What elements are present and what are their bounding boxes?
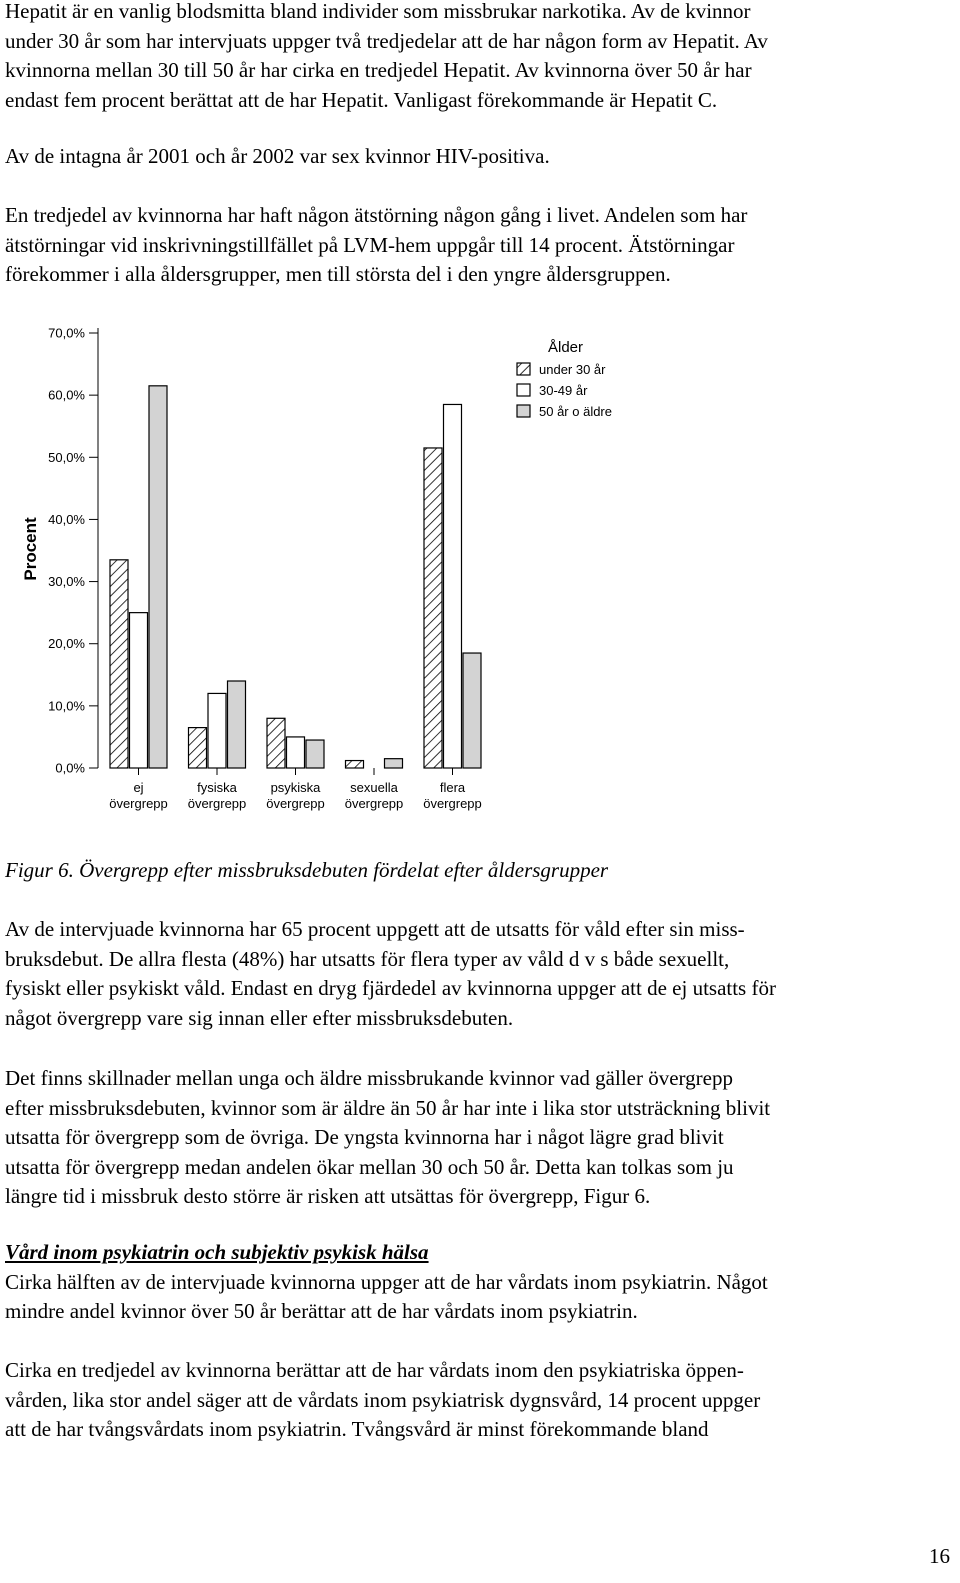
text-line: vården, lika stor andel säger att de vårdats inom psykiatrisk dygnsvård, 14 procent uppger — [5, 1387, 761, 1412]
text-line: längre tid i missbruk desto större är risken att utsättas för övergrepp, Figur 6. — [5, 1184, 651, 1208]
paragraph-skillnader — [5, 1064, 955, 1212]
text-line: under 30 år som har intervjuats uppger två tredjedelar att de har någon form av Hepatit. Av — [5, 28, 768, 53]
paragraph-vald — [5, 915, 955, 1033]
paragraph-oppenvard — [5, 1356, 955, 1445]
y-tick-label: 40,0% — [48, 511, 85, 527]
y-axis-label: Procent — [21, 517, 40, 581]
y-tick-label: 0,0% — [55, 760, 85, 776]
paragraph-hepatit — [5, 0, 955, 115]
text-line: efter missbruksdebuten, kvinnor som är äldre än 50 år har inte i lika stor utsträckning blivit — [5, 1095, 771, 1120]
y-tick-label: 70,0% — [48, 325, 85, 341]
bar-chart — [0, 320, 960, 830]
legend-label: 30-49 år — [539, 383, 588, 398]
x-tick-label: övergrepp — [423, 796, 482, 811]
x-tick-label: sexuella — [350, 780, 398, 795]
bar — [228, 681, 246, 768]
figure-caption: Figur 6. Övergrepp efter missbruksdebuten fördelat efter åldersgrupper — [5, 858, 609, 882]
section-psykiatri — [5, 1238, 955, 1327]
text-line: Av de intervjuade kvinnorna har 65 procent uppgett att de utsatts för våld efter sin miss- — [5, 917, 745, 941]
text-line: att de har tvångsvårdats inom psykiatrin. Tvångsvård är minst förekommande bland — [5, 1417, 709, 1441]
legend-swatch — [517, 384, 530, 396]
text-line: bruksdebut. De allra flesta (48%) har utsatts för flera typer av våld d v s både sexuellt, — [5, 946, 730, 971]
x-tick-label: övergrepp — [266, 796, 325, 811]
text-line: fysiskt eller psykiskt våld. Endast en dryg fjärdedel av kvinnorna uppger att de ej utsatts för — [5, 976, 776, 1000]
text-line: mindre andel kvinnor över 50 år berättar att de har vårdats inom psykiatrin. — [5, 1299, 638, 1323]
legend-label: under 30 år — [539, 362, 606, 377]
bar — [110, 560, 128, 768]
y-tick-label: 10,0% — [48, 698, 85, 714]
legend-label: 50 år o äldre — [539, 404, 612, 419]
x-tick-label: övergrepp — [344, 796, 404, 811]
paragraph-hiv — [5, 142, 955, 172]
bar — [287, 737, 305, 768]
bar — [306, 740, 324, 768]
text-line: utsatta för övergrepp medan andelen ökar mellan 30 och 50 år. Detta kan tolkas som ju — [5, 1154, 734, 1179]
text-line: ätstörningar vid inskrivningstillfället på LVM-hem uppgår till 14 procent. Ätstörningar — [5, 232, 735, 257]
x-tick-label: övergrepp — [109, 796, 168, 811]
y-tick-label: 20,0% — [48, 636, 85, 652]
text-line: kvinnorna mellan 30 till 50 år har cirka en tredjedel Hepatit. Av kvinnorna över 50 år har — [5, 58, 752, 82]
page-number: 16 — [929, 1544, 950, 1568]
y-tick-label: 30,0% — [48, 574, 85, 590]
legend-title: Ålder — [548, 339, 584, 356]
y-tick-label: 50,0% — [48, 449, 85, 465]
x-tick-label: ej — [133, 780, 144, 795]
bar — [130, 613, 148, 768]
y-tick-label: 60,0% — [48, 387, 85, 403]
text-line: förekommer i alla åldersgrupper, men till största del i den yngre åldersgruppen. — [5, 262, 671, 286]
bar — [444, 404, 462, 768]
text-line: utsatta för övergrepp som de övriga. De yngsta kvinnorna har i något lägre grad blivit — [5, 1125, 724, 1149]
text-line: Hepatit är en vanlig blodsmitta bland individer som missbrukar narkotika. Av de kvinnor — [5, 0, 751, 23]
x-tick-label: flera — [439, 780, 466, 795]
bar — [424, 448, 442, 768]
legend-swatch — [517, 363, 530, 375]
bar — [267, 718, 285, 768]
text-line: endast fem procent berättat att de har Hepatit. Vanligast förekommande är Hepatit C. — [5, 87, 718, 112]
paragraph-atstorning — [5, 201, 955, 290]
x-tick-label: fysiska — [197, 780, 237, 795]
text-line: Av de intagna år 2001 och år 2002 var sex kvinnor HIV-positiva. — [5, 144, 550, 168]
plot-area — [21, 326, 482, 812]
bar — [189, 728, 207, 768]
bar — [463, 653, 481, 768]
bar — [385, 759, 403, 768]
legend — [517, 339, 612, 419]
legend-swatch — [517, 405, 530, 417]
bar — [346, 761, 364, 768]
bar — [208, 693, 226, 768]
section-heading: Vård inom psykiatrin och subjektiv psykisk hälsa — [5, 1240, 429, 1264]
bar — [149, 386, 167, 768]
text-line: Cirka en tredjedel av kvinnorna berättar att de har vårdats inom den psykiatriska öppen- — [5, 1358, 744, 1382]
x-tick-label: psykiska — [270, 780, 321, 795]
text-line: Det finns skillnader mellan unga och äldre missbrukande kvinnor vad gäller övergrepp — [5, 1066, 733, 1090]
text-line: En tredjedel av kvinnorna har haft någon ätstörning någon gång i livet. Andelen som har — [5, 203, 748, 227]
text-line: Cirka hälften av de intervjuade kvinnorna uppger att de har vårdats inom psykiatrin. Något — [5, 1269, 768, 1294]
text-line: något övergrepp vare sig innan eller efter missbruksdebuten. — [5, 1005, 514, 1030]
x-tick-label: övergrepp — [187, 796, 247, 811]
